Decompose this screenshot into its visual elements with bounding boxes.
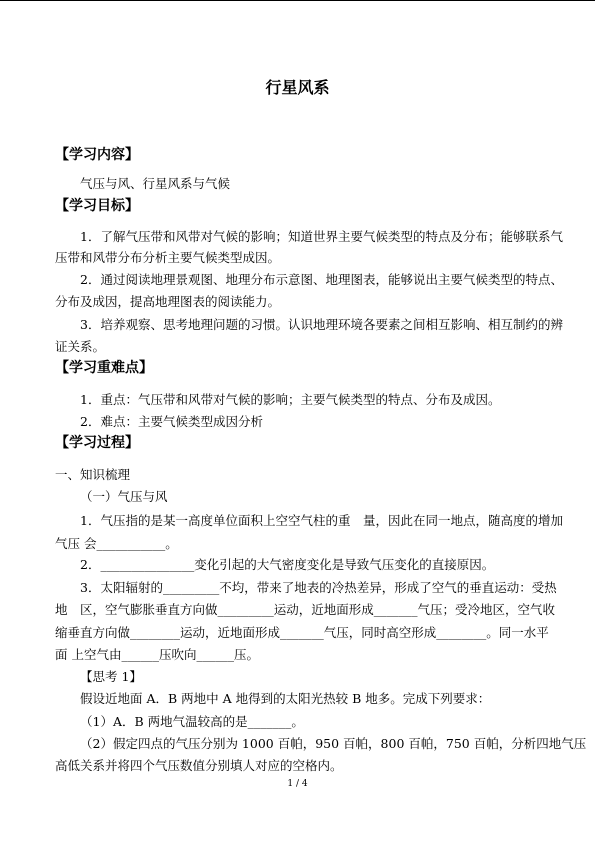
page-top-border (0, 0, 595, 1)
section-heading-key-points: 【学习重难点】 (55, 360, 153, 376)
key-point-line: 1．重点：气压带和风带对气候的影响；主要气候类型的特点、分布及成因。 (80, 392, 501, 407)
goal-line: 分布及成因，提高地理图表的阅读能力。 (55, 294, 281, 309)
goal-line: 压带和风带分布分析主要气候类型成因。 (55, 250, 281, 265)
goal-line: 2．通过阅读地理景观图、地理分布示意图、地理图表，能够说出主要气候类型的特点、 (80, 272, 563, 287)
process-line: 地 区，空气膨胀垂直方向做_________运动，近地面形成_______气压；受冷地区，空气收 (55, 602, 556, 617)
process-line: 一、知识梳理 (55, 467, 131, 482)
section-heading-content: 【学习内容】 (55, 147, 139, 163)
section-heading-goals: 【学习目标】 (55, 198, 139, 214)
process-line: 缩垂直方向做________运动，近地面形成_______气压，同时高空形成________。同一水平 (55, 625, 549, 640)
process-line: 面 上空气由______压吹向______压。 (55, 647, 259, 662)
process-line: （2）假定四点的气压分别为 1000 百帕，950 百帕，800 百帕，750 百帕，分析四地气压 (80, 736, 587, 751)
goal-line: 证关系。 (55, 339, 106, 354)
page-number: 1 / 4 (287, 779, 308, 789)
page-title: 行星风系 (265, 78, 330, 97)
process-line: 气压 会___________。 (55, 536, 178, 551)
process-line: 2．_______________变化引起的大气密度变化是导致气压变化的直接原因。 (80, 557, 495, 572)
process-line: 3．太阳辐射的_________不均，带来了地表的冷热差异，形成了空气的垂直运动：受热 (80, 580, 557, 595)
content-text: 气压与风、行星风系与气候 (80, 176, 231, 191)
process-line: 1．气压指的是某一高度单位面积上空空气柱的重 量，因此在同一地点，随高度的增加 (80, 513, 563, 528)
goal-line: 1．了解气压带和风带对气候的影响；知道世界主要气候类型的特点及分布；能够联系气 (80, 229, 563, 244)
process-line: （一）气压与风 (80, 489, 168, 504)
process-line: 高低关系并将四个气压数值分别填人对应的空格内。 (55, 758, 343, 773)
process-line: （1）A．B 两地气温较高的是_______。 (80, 714, 304, 729)
section-heading-process: 【学习过程】 (55, 435, 139, 451)
key-point-line: 2．难点：主要气候类型成因分析 (80, 414, 263, 429)
goal-line: 3．培养观察、思考地理问题的习惯。认识地理环境各要素之间相互影响、相互制约的辨 (80, 317, 563, 332)
process-line: 假设近地面 A．B 两地中 A 地得到的太阳光热较 B 地多。完成下列要求： (80, 691, 491, 706)
process-line: 【思考 1】 (80, 669, 142, 684)
